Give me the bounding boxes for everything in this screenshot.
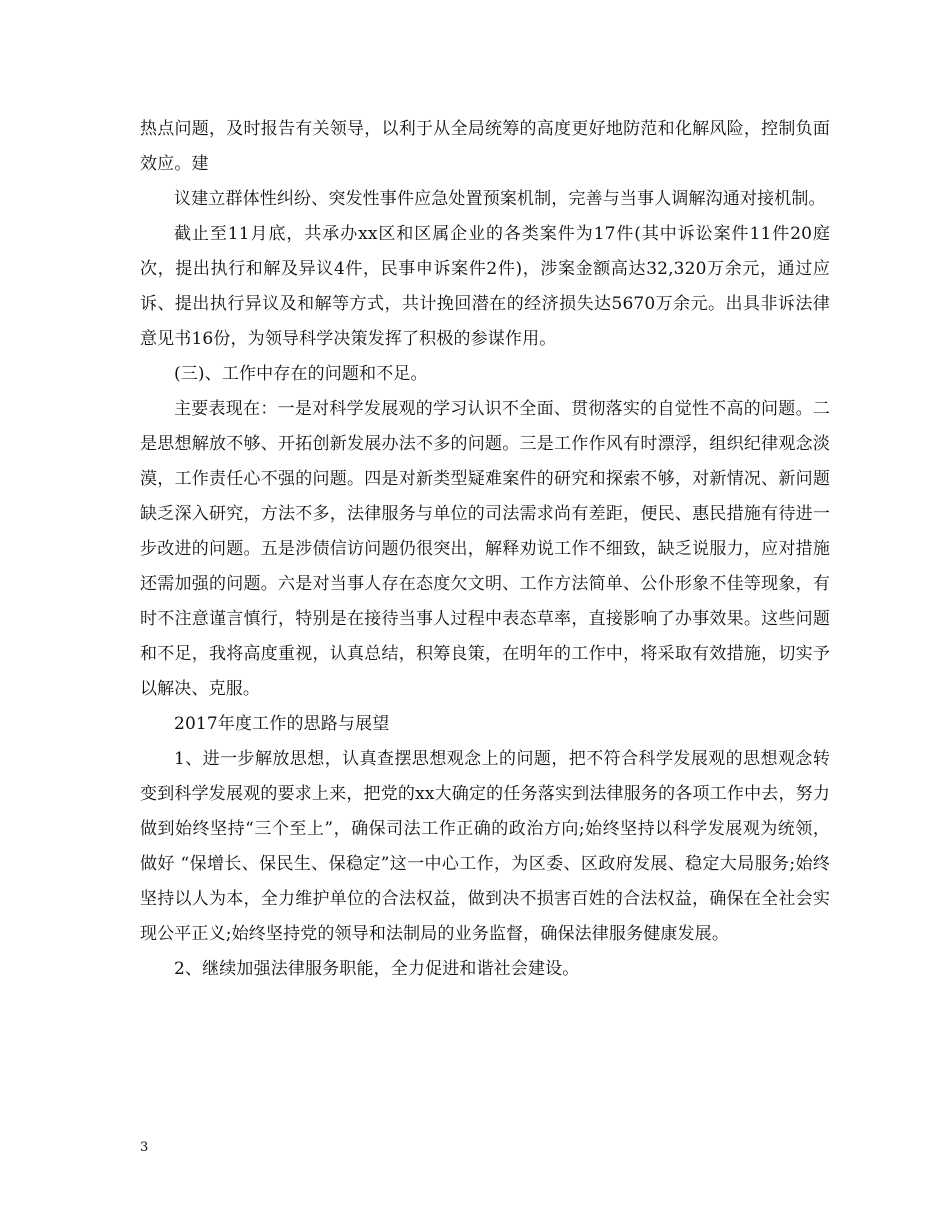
paragraph-item-1: 1、进一步解放思想，认真查摆思想观念上的问题，把不符合科学发展观的思想观念转变到科学发展观的要求上来，把党的xx大确定的任务落实到法律服务的各项工作中去，努力做到始终坚持“三个至上”，确保司法工作正确的政治方向;始终坚持以科学发展观为统领，做好 “保增长、保民生、保稳定”这一中心工作，为区委、区政府发展、稳定大局服务;始终坚持以人为本，全力维护单位的合法权益，做到决不损害百姓的合法权益，确保在全社会实现公平正义;始终坚持党的领导和法制局的业务监督，确保法律服务健康发展。 bbox=[140, 749, 830, 944]
page-number: 3 bbox=[140, 1140, 149, 1155]
paragraph-proposal: 议建立群体性纠纷、突发性事件应急处置预案机制，完善与当事人调解沟通对接机制。 bbox=[174, 189, 826, 209]
section-heading-outlook: 2017年度工作的思路与展望 bbox=[174, 714, 390, 734]
section-heading-problems: (三)、工作中存在的问题和不足。 bbox=[174, 364, 428, 384]
document-body bbox=[140, 112, 830, 987]
paragraph-case-statistics: 截止至11月底，共承办xx区和区属企业的各类案件为17件(其中诉讼案件11件20庭次，提出执行和解及异议4件，民事申诉案件2件)，涉案金额高达32,320万余元，通过应诉、提出执行异议及和解等方式，共计挽回潜在的经济损失达5670万余元。出具非诉法律意见书16份，为领导科学决策发挥了积极的参谋作用。 bbox=[140, 224, 830, 349]
paragraph-problems: 主要表现在：一是对科学发展观的学习认识不全面、贯彻落实的自觉性不高的问题。二是思想解放不够、开拓创新发展办法不多的问题。三是工作作风有时漂浮，组织纪律观念淡漠，工作责任心不强的问题。四是对新类型疑难案件的研究和探索不够，对新情况、新问题缺乏深入研究，方法不多，法律服务与单位的司法需求尚有差距，便民、惠民措施有待进一步改进的问题。五是涉债信访问题仍很突出，解释劝说工作不细致，缺乏说服力，应对措施还需加强的问题。六是对当事人存在态度欠文明、工作方法简单、公仆形象不佳等现象，有时不注意谨言慎行，特别是在接待当事人过程中表态草率，直接影响了办事效果。这些问题和不足，我将高度重视，认真总结，积筹良策，在明年的工作中，将采取有效措施，切实予以解决、克服。 bbox=[140, 399, 830, 699]
paragraph-item-2: 2、继续加强法律服务职能，全力促进和谐社会建设。 bbox=[174, 959, 580, 979]
paragraph-continued: 热点问题，及时报告有关领导，以利于从全局统筹的高度更好地防范和化解风险，控制负面效应。建 bbox=[140, 119, 830, 174]
